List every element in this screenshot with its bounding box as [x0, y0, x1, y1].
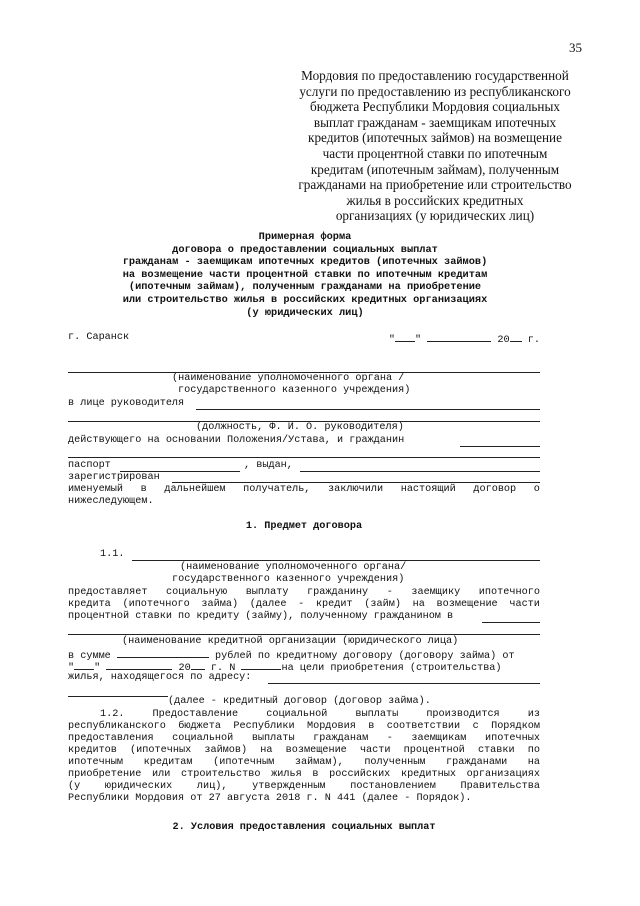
section-2-heading: 2. Условия предоставления социальных выплат — [172, 822, 436, 833]
clause-1-1-line: кредита (ипотечного займа) (далее - кредит (займ) на возмещение части — [68, 599, 540, 610]
hint-position: (должность, Ф. И. О. руководителя) — [196, 422, 404, 433]
clause-1-2-line: приобретение или строительство жилья в российских кредитных организациях — [68, 769, 540, 780]
header-line: бюджета Республики Мордовия социальных — [310, 99, 560, 115]
registration-address-field[interactable] — [172, 482, 540, 483]
hint-bank: (наименование кредитной организации (юридического лица) — [122, 636, 459, 647]
citizen-name-field-2[interactable] — [68, 457, 540, 458]
clause-1-2-line: предоставления социальной выплаты гражданам - заемщикам ипотечных — [68, 733, 540, 744]
contract-date: " " 20 г. — [389, 332, 540, 347]
header-line: части процентной ставки по ипотечным — [322, 145, 548, 161]
address-line: жилья, находящегося по адресу: — [68, 672, 252, 683]
acting-line: действующего на основании Положения/Устава, и гражданин — [68, 435, 405, 446]
hereinafter-end: нижеследующем. — [68, 496, 154, 507]
clause-1-2-line: республиканского бюджета Республики Мордовия в соответствии с Порядком — [68, 721, 540, 732]
title-line: на возмещение части процентной ставки по ипотечным кредитам — [122, 268, 488, 281]
after-address: (далее - кредитный договор (договор займа). — [168, 696, 431, 707]
header-line: услуги по предоставлению из республиканского — [299, 83, 571, 99]
passport-line: паспорт — [68, 460, 111, 471]
clause-1-1-number: 1.1. — [100, 549, 125, 560]
hint-org-line: государственного казенного учреждения) — [172, 574, 405, 585]
registered-line: зарегистрирован — [68, 472, 160, 483]
property-address-field[interactable] — [268, 683, 540, 684]
title-line: Примерная форма — [258, 231, 352, 243]
title-line: или строительство жилья в российских кредитных организациях — [122, 293, 488, 306]
clause-1-2-line: кредитов (ипотечных займов) на возмещение части процентной ставки по — [68, 745, 540, 756]
bank-name-field-2[interactable] — [68, 634, 540, 635]
header-line: жилья в российских кредитных — [346, 192, 524, 208]
hereinafter-line: именуемый в дальнейшем получатель, заключили настоящий договор о — [68, 484, 540, 495]
bank-name-field[interactable] — [482, 622, 540, 623]
clause-1-2-line: ипотечным кредитам (ипотечным займам), полученным гражданами на — [68, 757, 540, 768]
loan-month-field[interactable] — [106, 660, 172, 670]
header-line: кредитам (ипотечным займам), полученным — [310, 161, 560, 177]
clause-1-1-line: предоставляет социальную выплату гражданину - заемщику ипотечного — [68, 587, 540, 598]
head-name-field[interactable] — [196, 409, 540, 410]
date-day-field[interactable] — [395, 332, 415, 342]
place-date-line — [68, 332, 540, 344]
loan-year-field[interactable] — [191, 660, 205, 670]
page-number: 35 — [569, 40, 582, 55]
citizen-name-field[interactable] — [460, 446, 540, 447]
clause-1-1-line: процентной ставки по кредиту (займу), полученному гражданином в — [68, 611, 454, 622]
loan-date-line: " " 20 г. N на цели приобретения (строительства) — [68, 660, 540, 672]
in-person-line: в лице руководителя — [68, 398, 185, 409]
city: г. Саранск — [68, 332, 130, 343]
clause-1-2-line: (у юридических лиц), утвержденным постановлением Правительства — [68, 781, 540, 792]
hint-org-line: (наименование уполномоченного органа/ — [180, 562, 407, 573]
title-line: (у юридических лиц) — [246, 306, 364, 319]
header-line: кредитов (ипотечных займов) на возмещение — [308, 130, 562, 146]
loan-day-field[interactable] — [74, 660, 94, 670]
date-year-field[interactable] — [510, 332, 522, 342]
sum-field[interactable] — [117, 648, 209, 658]
issued-label: , выдан, — [244, 460, 293, 471]
section-1-heading: 1. Предмет договора — [245, 521, 363, 532]
loan-number-field[interactable] — [241, 660, 281, 670]
date-month-field[interactable] — [427, 332, 491, 342]
hint-org-line: государственного казенного учреждения) — [178, 385, 411, 396]
title-line: гражданам - заемщикам ипотечных кредитов (ипотечных займов) — [122, 256, 488, 269]
clause-1-2-line: 1.2. Предоставление социальной выплаты производится из — [100, 709, 540, 720]
clause-1-1-org-field[interactable] — [132, 560, 540, 561]
document-header — [290, 68, 580, 224]
header-line: выплат гражданам - заемщикам ипотечных — [313, 114, 557, 130]
form-title — [70, 231, 540, 319]
title-line: (ипотечным займам), полученным гражданами на приобретение — [128, 281, 482, 294]
clause-1-2-line: Республики Мордовия от 27 августа 2018 г. N 441 (далее - Порядок). — [68, 793, 472, 804]
sum-line: в сумме рублей по кредитному договору (договору займа) от — [68, 648, 540, 660]
header-line: гражданами на приобретение или строительство — [298, 177, 572, 193]
title-line: договора о предоставлении социальных выплат — [172, 243, 438, 256]
hint-org-line: (наименование уполномоченного органа / — [172, 373, 405, 384]
header-line: организациях (у юридических лиц) — [335, 208, 535, 224]
header-line: Мордовия по предоставлению государственной — [301, 68, 569, 83]
